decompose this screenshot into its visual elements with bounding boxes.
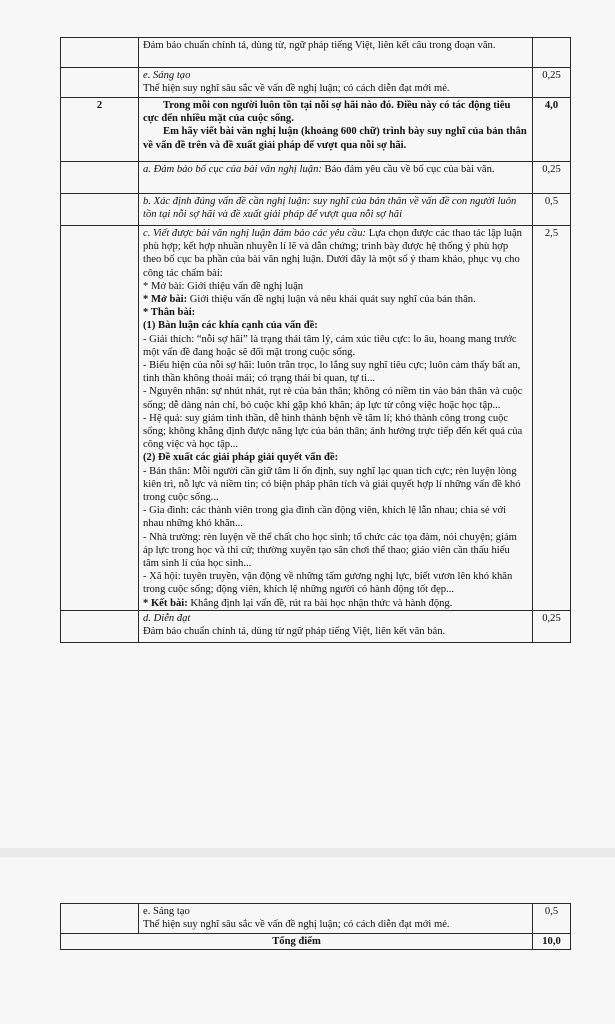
ket-bai-label: * Kết bài: [143,597,188,609]
question-number-cell [61,68,139,98]
score-cell: 4,0 [533,98,571,162]
question-prompt-cell [139,98,533,162]
ket-bai-text: Khẳng định lại vấn đề, rút ra bài học nhận thức và hành động. [187,597,453,609]
ket-bai-line [143,597,528,610]
question-number-cell: 2 [61,98,139,162]
score-cell: 2,5 [533,226,571,611]
score-cell: 0,25 [533,610,571,642]
question-prompt-line-1: Trong mỗi con người luôn tồn tại nỗi sợ hãi nào đó. Điều này có tác động tiêu cực đến nhiều mặt của cuộc sống. [143,100,511,125]
question-number-cell [61,610,139,642]
question-number-cell [61,162,139,194]
than-bai-heading: * Thân bài: [143,307,196,319]
mo-bai-line-2 [143,293,528,306]
score-cell: 0,25 [533,68,571,98]
document-page-2 [0,857,615,1024]
criterion-cell [139,610,533,642]
table-row [61,68,571,98]
total-label: Tổng điểm [61,934,533,950]
criterion-cell [139,904,533,934]
criterion-text: b. Xác định đúng vấn đề cần nghị luận: suy nghĩ của bản thân về vấn đề con người luôn tồn tại nỗi sợ hãi và đề xuất giải pháp để vượt qua nỗi sợ hãi [143,196,517,221]
score-cell: 0,5 [533,194,571,226]
criterion-cell [139,68,533,98]
table-row [61,38,571,68]
criterion-body: Lựa chọn được các thao tác lập luận phù hợp; kết hợp nhuần nhuyễn lí lẽ và dẫn chứng; trình bày được hệ thống ý phù hợp theo bố cục ba phần của bài văn nghị luận. Dưới đây là một số ý tham khảo, phục vụ cho công tác chấm bài: [143,228,522,279]
table-row [61,904,571,934]
table-row [61,162,571,194]
criterion-label: c. Viết được bài văn nghị luận đảm bảo các yêu cầu: [143,228,367,239]
table-row [61,610,571,642]
score-cell: 0,25 [533,162,571,194]
criterion-text: Thể hiện suy nghĩ sâu sắc về vấn đề nghị luận; có cách diễn đạt mới mẻ. [143,919,450,931]
scoring-table-page-1 [60,37,571,643]
scoring-table-page-2 [60,903,571,950]
score-cell: 0,5 [533,904,571,934]
list-item: - Giải thích: “nỗi sợ hãi” là trạng thái tâm lý, cảm xúc tiêu cực: lo âu, hoang mang trước một vấn đề đang hoặc sẽ đối mặt trong cuộc sống. [143,333,517,358]
question-number-cell [61,904,139,934]
criterion-body: Bảo đảm yêu cầu về bố cục của bài văn. [321,164,495,175]
criterion-intro [143,227,528,280]
criterion-heading: e. Sáng tạo [143,70,191,81]
criterion-heading: d. Diễn đạt [143,612,191,624]
list-item: - Hệ quả: suy giảm tinh thần, dễ hình thành bệnh về tâm lí; khó thành công trong cuộc sống; không khẳng định được năng lực của bản thân; ảnh hưởng trực tiếp đến kết quả của công việc và học tập... [143,412,523,451]
question-number-cell [61,226,139,611]
question-number-cell [61,38,139,68]
criterion-cell [139,194,533,226]
criterion-cell [139,162,533,194]
mo-bai-text: Giới thiệu vấn đề nghị luận và nêu khái quát suy nghĩ của bản thân. [187,294,476,306]
table-row [61,194,571,226]
list-item: - Bản thân: Mỗi người cần giữ tâm lí ổn định, suy nghĩ lạc quan tích cực; rèn luyện lòng kiên trì, nỗ lực và niềm tin; có biện pháp phân tích và giải quyết hợp lí những vấn đề khó trong cuộc sống... [143,465,521,504]
criterion-cell [139,226,533,611]
table-row [61,226,571,611]
list-item: - Biểu hiện của nỗi sợ hãi: luôn trằn trọc, lo lắng suy nghĩ tiêu cực; luôn cảm thấy bất an, tinh thần không thoải mái; có trạng thái bi quan, tự ti... [143,360,521,385]
table-row [61,98,571,162]
list-item: - Nguyên nhân: sự nhút nhát, rụt rè của bản thân; không có niềm tin vào bản thân và cuộc sống; dễ dàng nản chí, bỏ cuộc khi gặp khó khăn; áp lực từ công việc hoặc học tập... [143,386,523,411]
list-item: - Gia đình: các thành viên trong gia đình cần động viên, khích lệ lẫn nhau; chia sẻ với nhau những khó khăn... [143,505,507,530]
section-2-heading: (2) Đề xuất các giải pháp giải quyết vấn đề: [143,452,339,464]
mo-bai-line-1: * Mở bài: Giới thiệu vấn đề nghị luận [143,280,304,292]
list-item: - Xã hội: tuyên truyền, vận động về những tấm gương nghị lực, biết vươn lên khó khăn trong cuộc sống; động viên, khích lệ những người có hành động tốt đẹp... [143,571,513,596]
criterion-text [143,163,528,176]
score-cell [533,38,571,68]
list-item: - Nhà trường: rèn luyện về thể chất cho học sinh; tổ chức các tọa đàm, nói chuyện; giảm áp lực trong học và thi cử; thường xuyên tạo sân chơi thể thao; giáo viên cần thấu hiểu tâm sinh lí của học sinh... [143,531,517,570]
section-1-heading: (1) Bàn luận các khía cạnh của vấn đề: [143,320,318,332]
total-score: 10,0 [533,934,571,950]
question-prompt-line-2: Em hãy viết bài văn nghị luận (khoảng 600 chữ) trình bày suy nghĩ của bản thân về vấn đề trên và đề xuất giải pháp để vượt qua nỗi sợ hãi. [143,126,527,151]
mo-bai-label: * Mở bài: [143,294,188,306]
criterion-text: Đảm bảo chuẩn chính tả, dùng từ, ngữ pháp tiếng Việt, liên kết câu trong đoạn văn. [143,40,496,51]
total-row [61,934,571,950]
criterion-cell [139,38,533,68]
criterion-label: a. Đảm bảo bố cục của bài văn nghị luận: [143,164,322,175]
criterion-text: Thể hiện suy nghĩ sâu sắc về vấn đề nghị luận; có cách diễn đạt mới mẻ. [143,83,450,95]
criterion-text: Đảm bảo chuẩn chính tả, dùng từ ngữ pháp tiếng Việt, liên kết văn bản. [143,626,446,638]
criterion-heading: e. Sáng tạo [143,906,190,917]
question-number-cell [61,194,139,226]
